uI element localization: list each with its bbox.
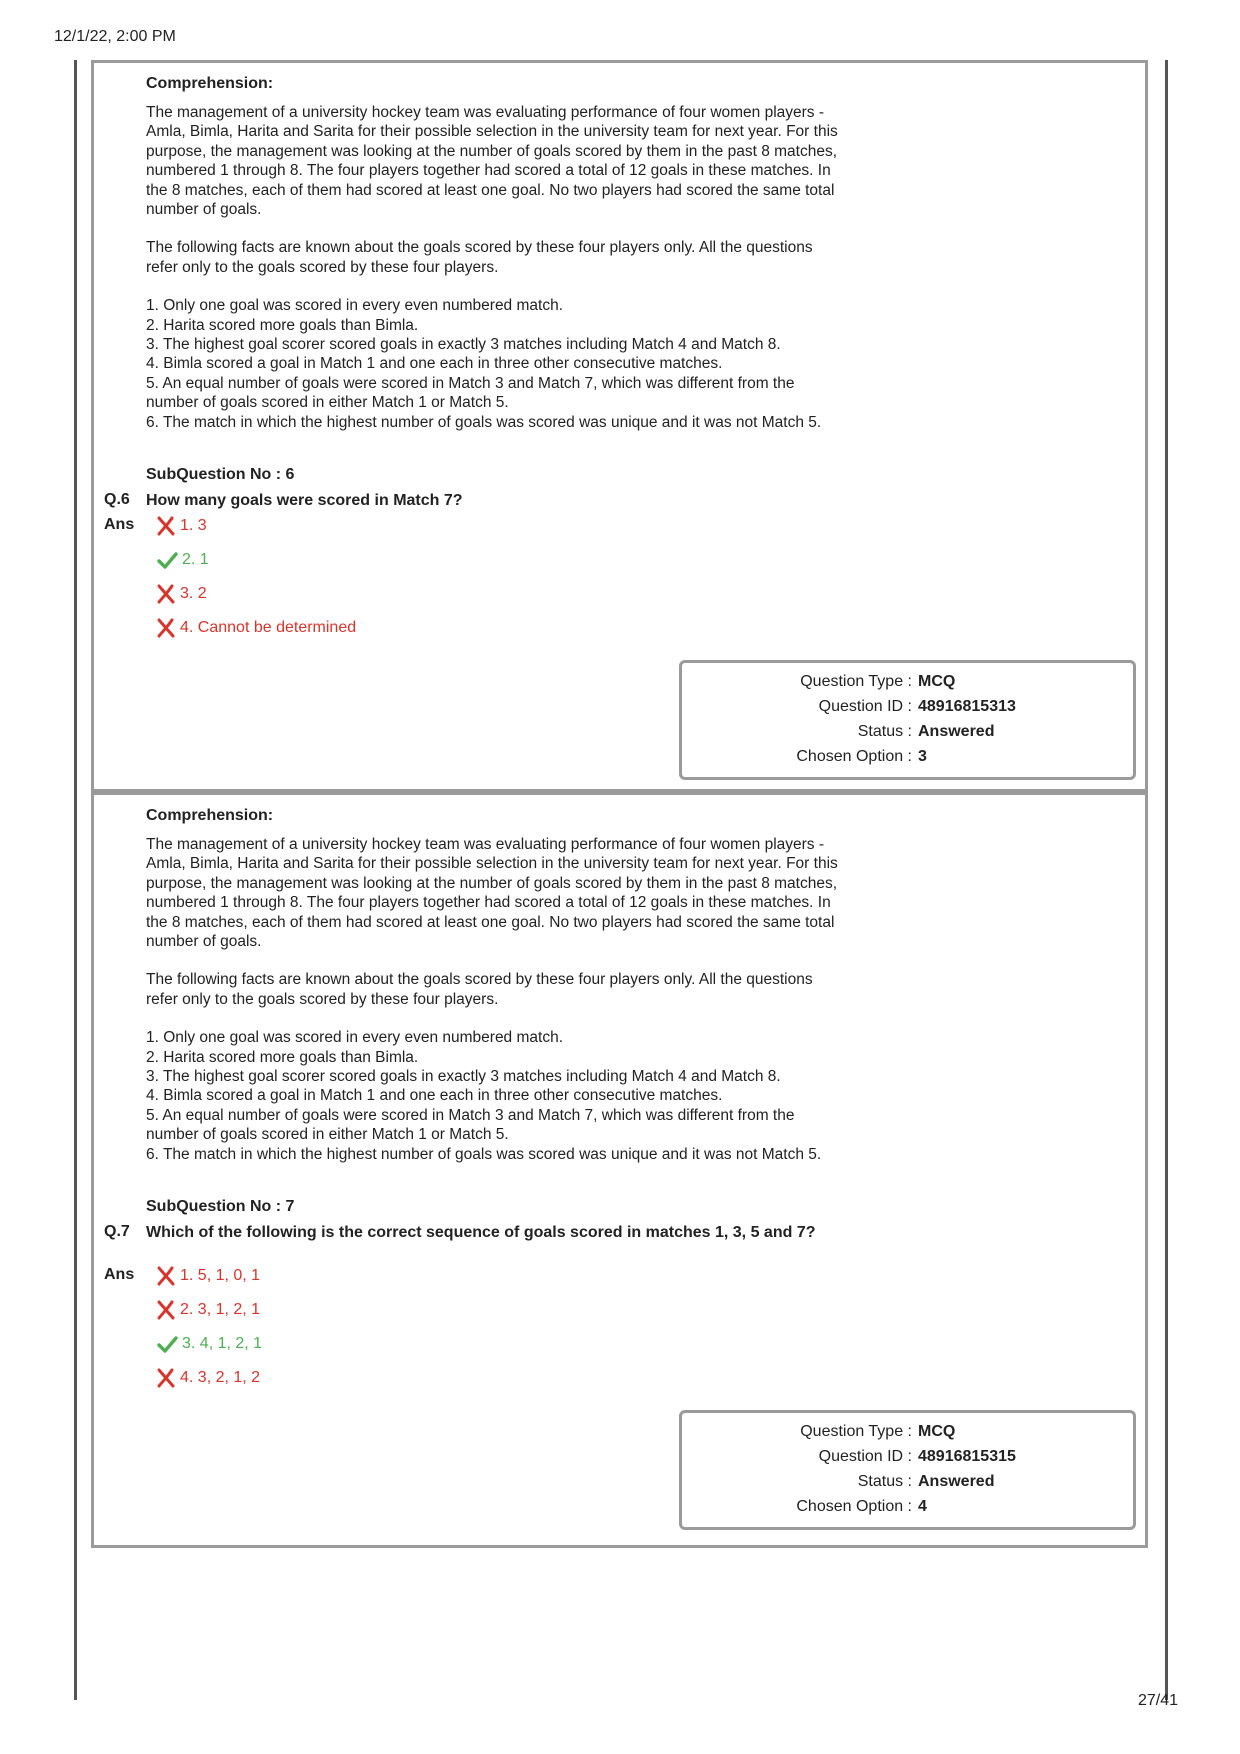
answer-label: Ans	[104, 1266, 135, 1283]
check-icon	[156, 1334, 178, 1354]
fact-item: 1. Only one goal was scored in every even numbered match.	[146, 297, 564, 315]
meta-key: Status :	[857, 723, 912, 740]
subquestion-number: SubQuestion No : 6	[146, 466, 295, 483]
meta-key: Chosen Option :	[796, 1498, 912, 1515]
answer-option	[156, 516, 207, 536]
fact-item: 3. The highest goal scorer scored goals in exactly 3 matches including Match 4 and Match 8.	[146, 1068, 781, 1086]
meta-question-id	[682, 1448, 1133, 1466]
question-meta-box	[679, 1410, 1136, 1530]
fact-item: 4. Bimla scored a goal in Match 1 and one each in three other consecutive matches.	[146, 1087, 723, 1105]
page-number: 27/41	[1137, 1692, 1178, 1709]
fact-item: 2. Harita scored more goals than Bimla.	[146, 1048, 419, 1066]
meta-value: Answered	[918, 723, 995, 740]
meta-value: 48916815315	[918, 1448, 1016, 1465]
question-meta-box	[679, 660, 1136, 780]
passage-paragraph: The management of a university hockey team was evaluating performance of four women players - Amla, Bimla, Harita and Sarita for their possible selection in the university team for next year. For this purpose, the management was looking at the number of goals scored by them in the past 8 matches, numbered 1 through 8. The four players together had scored a total of 12 goals in these matches. In the 8 matches, each of them had scored at least one goal. No two players had scored the same total number of goals.	[146, 104, 838, 219]
meta-status	[682, 1473, 1133, 1491]
meta-chosen-option	[682, 748, 1133, 766]
answer-option	[156, 618, 356, 638]
question-text: Which of the following is the correct sequence of goals scored in matches 1, 3, 5 and 7?	[146, 1224, 816, 1241]
facts-list	[146, 296, 846, 432]
meta-question-id	[682, 698, 1133, 716]
comprehension-label: Comprehension:	[146, 75, 274, 92]
question-number: Q.6	[104, 491, 130, 508]
meta-key: Question Type :	[800, 1423, 912, 1440]
meta-question-type	[682, 1423, 1133, 1441]
answer-option	[156, 584, 207, 604]
option-text: 2. 1	[182, 551, 209, 568]
comprehension-label: Comprehension:	[146, 807, 274, 824]
question-number: Q.7	[104, 1223, 130, 1240]
facts-list	[146, 1028, 846, 1164]
meta-value: MCQ	[918, 673, 956, 690]
meta-key: Question ID :	[818, 698, 912, 715]
meta-key: Chosen Option :	[796, 748, 912, 765]
meta-value: 3	[918, 748, 927, 765]
meta-question-type	[682, 673, 1133, 691]
question-panel-7	[91, 792, 1148, 1548]
option-text: 3. 2	[180, 585, 207, 602]
cross-icon	[156, 516, 176, 536]
fact-item: 1. Only one goal was scored in every even numbered match.	[146, 1029, 564, 1047]
cross-icon	[156, 1368, 176, 1388]
meta-value: 4	[918, 1498, 927, 1515]
answer-option	[156, 1334, 262, 1354]
option-text: 4. 3, 2, 1, 2	[180, 1369, 261, 1386]
option-text: 2. 3, 1, 2, 1	[180, 1301, 261, 1318]
cross-icon	[156, 1300, 176, 1320]
option-text: 3. 4, 1, 2, 1	[182, 1335, 263, 1352]
meta-key: Question Type :	[800, 673, 912, 690]
question-row	[104, 1223, 826, 1242]
meta-key: Question ID :	[818, 1448, 912, 1465]
question-row	[104, 491, 826, 510]
answer-option	[156, 1368, 260, 1388]
meta-key: Status :	[857, 1473, 912, 1490]
passage-paragraph: The following facts are known about the goals scored by these four players only. All the questions refer only to the goals scored by these four players.	[146, 239, 813, 276]
meta-value: Answered	[918, 1473, 995, 1490]
fact-item: 5. An equal number of goals were scored in Match 3 and Match 7, which was different from the number of goals scored in either Match 1 or Match 5.	[146, 374, 795, 412]
right-rule	[1165, 60, 1168, 1700]
answer-label: Ans	[104, 516, 135, 533]
fact-item: 3. The highest goal scorer scored goals in exactly 3 matches including Match 4 and Match 8.	[146, 336, 781, 354]
comprehension-passage	[146, 103, 846, 432]
print-datetime: 12/1/22, 2:00 PM	[54, 28, 176, 45]
answer-option	[156, 550, 209, 570]
meta-status	[682, 723, 1133, 741]
answer-option	[156, 1300, 260, 1320]
cross-icon	[156, 584, 176, 604]
option-text: 4. Cannot be determined	[180, 619, 357, 636]
comprehension-passage	[146, 835, 846, 1164]
fact-item: 6. The match in which the highest number of goals was scored was unique and it was not Match 5.	[146, 413, 822, 431]
meta-chosen-option	[682, 1498, 1133, 1516]
answer-option	[156, 1266, 260, 1286]
check-icon	[156, 550, 178, 570]
fact-item: 6. The match in which the highest number of goals was scored was unique and it was not Match 5.	[146, 1145, 822, 1163]
meta-value: 48916815313	[918, 698, 1016, 715]
subquestion-number: SubQuestion No : 7	[146, 1198, 295, 1215]
cross-icon	[156, 1266, 176, 1286]
fact-item: 2. Harita scored more goals than Bimla.	[146, 316, 419, 334]
cross-icon	[156, 618, 176, 638]
question-panel-6	[91, 60, 1148, 792]
passage-paragraph: The following facts are known about the goals scored by these four players only. All the questions refer only to the goals scored by these four players.	[146, 971, 813, 1008]
option-text: 1. 5, 1, 0, 1	[180, 1267, 261, 1284]
option-text: 1. 3	[180, 517, 207, 534]
fact-item: 5. An equal number of goals were scored in Match 3 and Match 7, which was different from the number of goals scored in either Match 1 or Match 5.	[146, 1106, 795, 1144]
fact-item: 4. Bimla scored a goal in Match 1 and one each in three other consecutive matches.	[146, 355, 723, 373]
meta-value: MCQ	[918, 1423, 956, 1440]
question-text: How many goals were scored in Match 7?	[146, 492, 463, 509]
passage-paragraph: The management of a university hockey team was evaluating performance of four women players - Amla, Bimla, Harita and Sarita for their possible selection in the university team for next year. For this purpose, the management was looking at the number of goals scored by them in the past 8 matches, numbered 1 through 8. The four players together had scored a total of 12 goals in these matches. In the 8 matches, each of them had scored at least one goal. No two players had scored the same total number of goals.	[146, 836, 838, 951]
left-rule	[74, 60, 77, 1700]
